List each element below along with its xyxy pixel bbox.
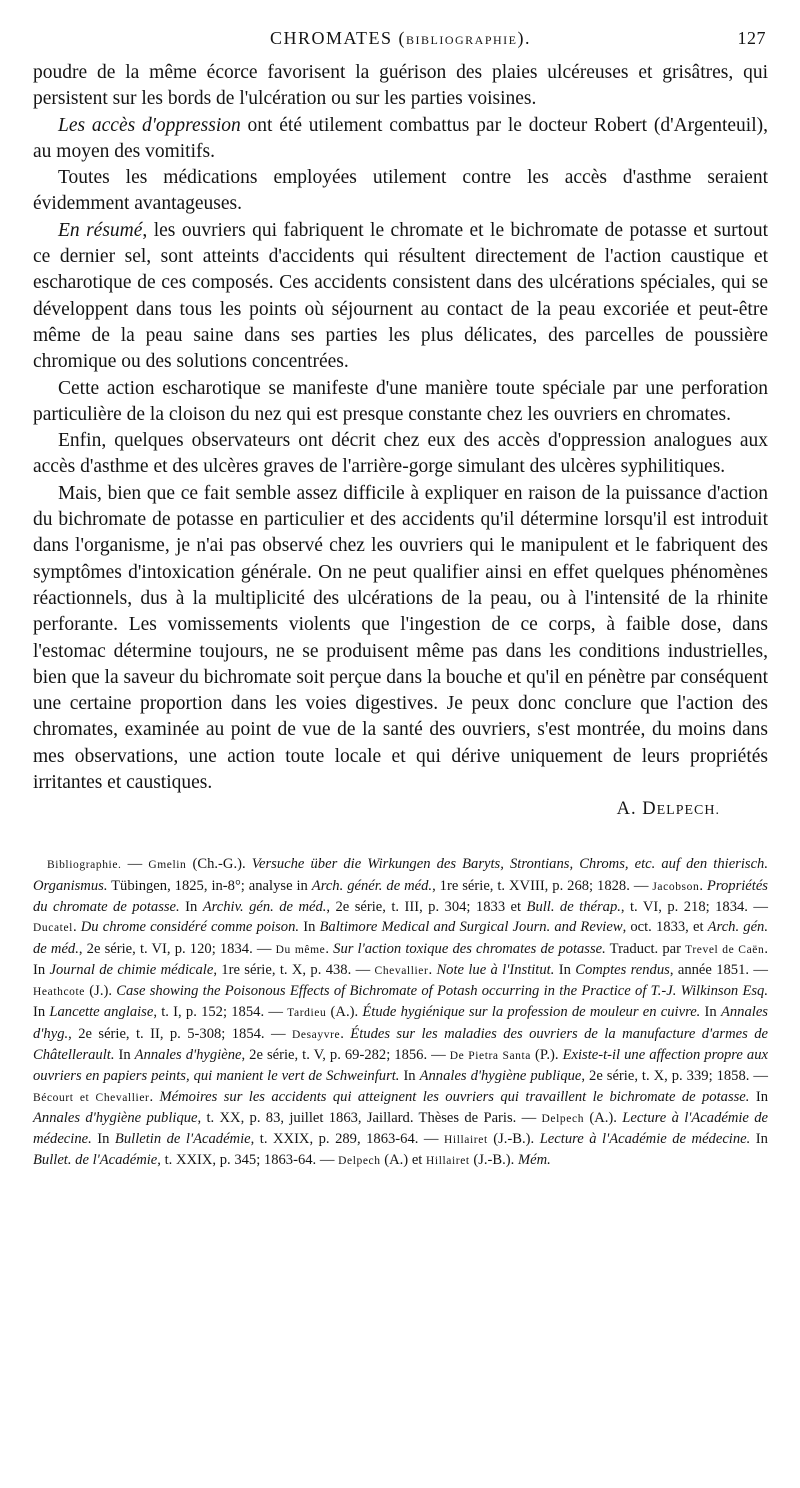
paragraph: Cette action escharotique se manifeste d'une manière toute spéciale par une perforation particulière de la cloison du nez qui est presque constante chez les ouvriers en chromates. bbox=[33, 377, 768, 425]
paragraph: poudre de la même écorce favorisent la guérison des plaies ulcéreuses et grisâtres, qui persistent sur les bords de l'ulcération ou sur les parties voisines. bbox=[33, 62, 768, 110]
page-number: 127 bbox=[737, 28, 766, 48]
paragraph: Toutes les médications employées utilement contre les accès d'asthme seraient évidemment avantageuses. bbox=[33, 167, 768, 215]
paragraph: Mais, bien que ce fait semble assez difficile à expliquer en raison de la puissance d'action du bichromate de potasse en particulier et des accidents qu'il détermine lorsqu'il est introduit dans l'organisme, je n'ai pas observé chez les ouvriers qui le manipulent et le fabriquent des symptômes d'intoxication générale. On ne peut qualifier ainsi en effet quelques phénomènes réactionnels, dus à la multiplicité des ulcérations de la peau, ou à l'intensité de la rhinite perforante. Les vomissements violents que l'ingestion de ce corps, à faible dose, dans l'estomac détermine toujours, ne se produisent même pas dans les conditions industrielles, bien que la saveur du bichromate soit perçue dans la bouche et qu'il en pénètre par conséquent une certaine proportion dans les voies digestives. Je peux donc conclure que l'action des chromates, examinée au point de vue de la santé des ouvriers, s'est montrée, du moins dans mes observations, une action toute locale et qui dérive uniquement de leurs propriétés irritantes et caustiques. bbox=[33, 482, 768, 794]
author-signature: A. DELPECH. bbox=[616, 799, 720, 820]
paragraph: Les accès d'oppression ont été utilement combattus par le docteur Robert (d'Argenteuil), au moyen des vomitifs. bbox=[33, 114, 768, 162]
page bbox=[33, 28, 768, 1172]
running-header bbox=[33, 28, 768, 56]
paragraph: Enfin, quelques observateurs ont décrit chez eux des accès d'oppression analogues aux accès d'asthme et des ulcères graves de l'arrière-gorge simulant des ulcères syphilitiques. bbox=[33, 430, 768, 478]
main-text bbox=[33, 60, 768, 796]
header-title: CHROMATES (BIBLIOGRAPHIE). bbox=[269, 28, 531, 48]
bibliography: Bibliographie. — Gmelin (Ch.-G.). Versuche über die Wirkungen des Baryts, Strontians, Chroms, etc. auf den thierisch. Organismus. Tübingen, 1825, in-8°; analyse in Arch. génér. de méd., 1re série, t. XVIII, p. 268; 1828. — Jacobson. Propriétés du chromate de potasse. In Archiv. gén. de méd., 2e série, t. III, p. 304; 1833 et Bull. de thérap., t. VI, p. 218; 1834. — Ducatel. Du chrome considéré comme poison. In Baltimore Medical and Surgical Journ. and Review, oct. 1833, et Arch. gén. de méd., 2e série, t. VI, p. 120; 1834. — Du même. Sur l'action toxique des chromates de potasse. Traduct. par Trevel de Caën. In Journal de chimie médicale, 1re série, t. X, p. 438. — Chevallier. Note lue à l'Institut. In Comptes rendus, année 1851. — Heathcote (J.). Case showing the Poisonous Effects of Bichromate of Potash occurring in the Practice of T.-J. Wilkinson Esq. In Lancette anglaise, t. I, p. 152; 1854. — Tardieu (A.). Étude hygiénique sur la profession de mouleur en cuivre. In Annales d'hyg., 2e série, t. II, p. 5-308; 1854. — Desayvre. Études sur les maladies des ouvriers de la manufacture d'armes de Châtellerault. In Annales d'hygiène, 2e série, t. V, p. 69-282; 1856. — De Pietra Santa (P.). Existe-t-il une affection propre aux ouvriers en papiers peints, qui manient le vert de Schweinfurt. In Annales d'hygiène publique, 2e série, t. X, p. 339; 1858. — Bécourt et Chevallier. Mémoires sur les accidents qui atteignent les ouvriers qui travaillent le bichromate de potasse. In Annales d'hygiène publique, t. XX, p. 83, juillet 1863, Jaillard. Thèses de Paris. — Delpech (A.). Lecture à l'Académie de médecine. In Bulletin de l'Académie, t. XXIX, p. 289, 1863-64. — Hillairet (J.-B.). Lecture à l'Académie de médecine. In Bullet. de l'Académie, t. XXIX, p. 345; 1863-64. — Delpech (A.) et Hillairet (J.-B.). Mém. bbox=[33, 856, 769, 1169]
paragraph: En résumé, les ouvriers qui fabriquent le chromate et le bichromate de potasse et surtout ce dernier sel, sont atteints d'accidents qui résultent directement de l'action caustique et escharotique de ces composés. Ces accidents consistent dans des ulcérations spéciales, qui se développent dans tous les points où séjournent au contact de la peau excoriée et peut-être même de la peau saine dans ses parties les plus délicates, des parcelles de poussière chromique ou des solutions concentrées. bbox=[33, 219, 769, 373]
